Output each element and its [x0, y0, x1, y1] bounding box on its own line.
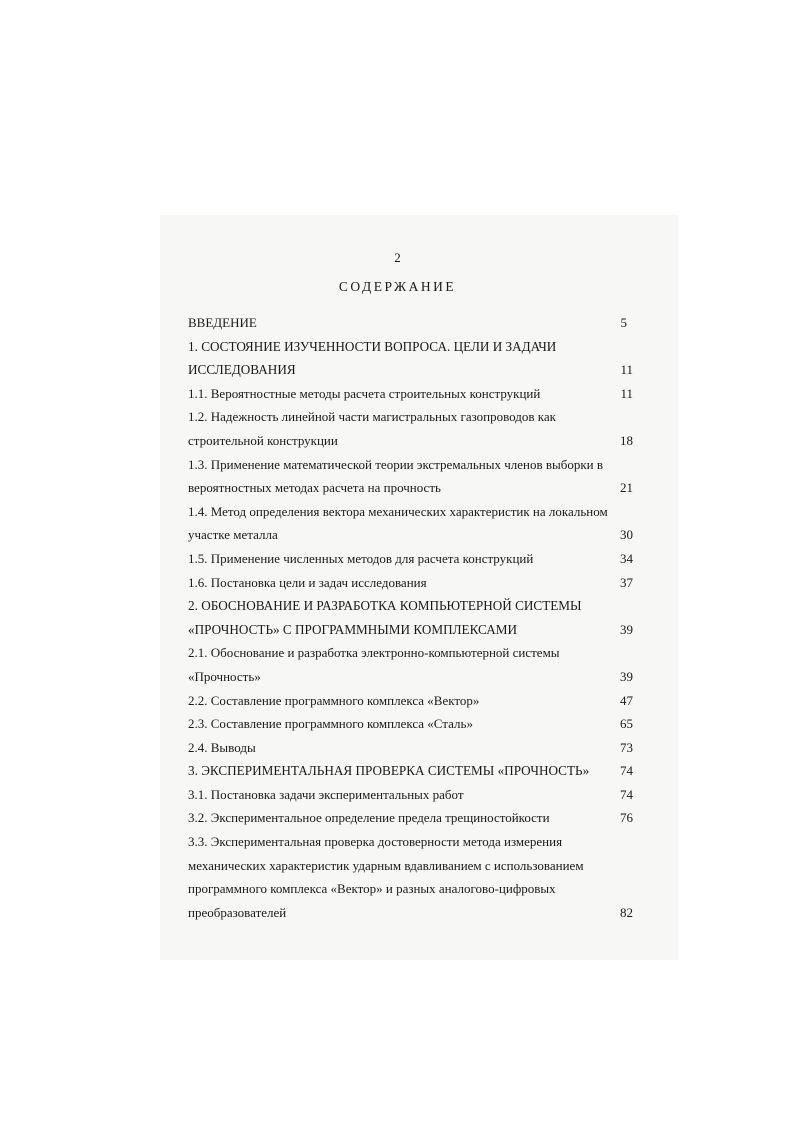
toc-entry-text-line: 2.3. Составление программного комплекса «Сталь»: [188, 716, 473, 732]
toc-entry: [188, 712, 633, 736]
toc-entry-page-number: 39: [620, 621, 633, 637]
toc-entry-text-line: 2.1. Обоснование и разработка электронно-компьютерной системы: [188, 645, 560, 661]
toc-entry-page-number: 21: [620, 480, 633, 496]
toc-entry: [188, 405, 633, 452]
toc-entry-text-line: 2.2. Составление программного комплекса «Вектор»: [188, 692, 480, 708]
toc-entry-text-line: 1.3. Применение математической теории экстремальных членов выборки в: [188, 456, 603, 472]
toc-entry-text-line: механических характеристик ударным вдавливанием с использованием: [188, 857, 584, 873]
toc-entry: [188, 594, 633, 641]
toc-entry: [188, 759, 633, 783]
toc-entry-text-line: 1.1. Вероятностные методы расчета строительных конструкций: [188, 385, 541, 401]
toc-entry-page-number: 11: [620, 385, 633, 401]
toc-entry-page-number: 65: [620, 716, 633, 732]
toc-entry-page-number: 82: [620, 904, 633, 920]
toc-entry-text-line: 1. СОСТОЯНИЕ ИЗУЧЕННОСТИ ВОПРОСА. ЦЕЛИ И ЗАДАЧИ: [188, 338, 557, 354]
toc-entry-page-number: 74: [620, 786, 633, 802]
toc-entry-page-number: 74: [620, 763, 633, 779]
table-of-contents: [188, 311, 633, 924]
toc-entry-text-line: строительной конструкции: [188, 432, 338, 448]
toc-entry: [188, 335, 633, 382]
toc-entry: [188, 382, 633, 406]
toc-entry: [188, 547, 633, 571]
toc-entry: [188, 736, 633, 760]
toc-entry-page-number: 47: [620, 692, 633, 708]
toc-entry-page-number: 30: [620, 527, 633, 543]
toc-entry-page-number: 18: [620, 432, 633, 448]
toc-entry: [188, 453, 633, 500]
toc-entry: [188, 830, 633, 924]
toc-entry-text-line: 3.1. Постановка задачи экспериментальных работ: [188, 786, 464, 802]
toc-entry-page-number: 76: [620, 810, 633, 826]
toc-entry-page-number: 39: [620, 668, 633, 684]
toc-entry-text-line: «ПРОЧНОСТЬ» С ПРОГРАММНЫМИ КОМПЛЕКСАМИ: [188, 621, 517, 637]
toc-entry: [188, 641, 633, 688]
toc-entry-text-line: преобразователей: [188, 904, 287, 920]
toc-entry-text-line: 3. ЭКСПЕРИМЕНТАЛЬНАЯ ПРОВЕРКА СИСТЕМЫ «ПРОЧНОСТЬ»: [188, 763, 590, 779]
toc-entry-text-line: «Прочность»: [188, 668, 261, 684]
toc-entry: [188, 500, 633, 547]
toc-entry-page-number: 11: [620, 362, 633, 378]
toc-title: СОДЕРЖАНИЕ: [338, 279, 457, 294]
toc-entry-text-line: 1.2. Надежность линейной части магистральных газопроводов как: [188, 409, 556, 425]
page-number: 2: [394, 250, 401, 265]
toc-entry-text-line: 3.2. Экспериментальное определение предела трещиностойкости: [188, 810, 550, 826]
toc-entry: [188, 571, 633, 595]
toc-entry-text-line: ВВЕДЕНИЕ: [188, 315, 257, 330]
toc-entry-text-line: 1.4. Метод определения вектора механических характеристик на локальном: [188, 503, 608, 519]
toc-entry-page-number: 73: [620, 739, 633, 755]
toc-entry-page-number: 37: [620, 574, 633, 590]
toc-entry: [188, 689, 633, 713]
toc-entry-text-line: вероятностных методах расчета на прочность: [188, 480, 441, 496]
toc-entry-text-line: участке металла: [188, 527, 278, 543]
toc-entry-page-number: 34: [620, 550, 633, 566]
toc-entry-text-line: 2. ОБОСНОВАНИЕ И РАЗРАБОТКА КОМПЬЮТЕРНОЙ СИСТЕМЫ: [188, 598, 582, 614]
toc-entry-text-line: программного комплекса «Вектор» и разных аналогово-цифровых: [188, 881, 556, 897]
toc-entry: [188, 311, 633, 335]
toc-entry-text-line: 1.6. Постановка цели и задач исследования: [188, 574, 427, 590]
toc-entry-text-line: 2.4. Выводы: [188, 739, 256, 755]
toc-entry-text-line: ИССЛЕДОВАНИЯ: [188, 362, 296, 378]
toc-entry: [188, 806, 633, 830]
toc-entry: [188, 783, 633, 807]
toc-entry-text-line: 1.5. Применение численных методов для расчета конструкций: [188, 550, 534, 566]
toc-entry-page-number: 5: [620, 315, 627, 330]
toc-entry-text-line: 3.3. Экспериментальная проверка достоверности метода измерения: [188, 834, 563, 850]
